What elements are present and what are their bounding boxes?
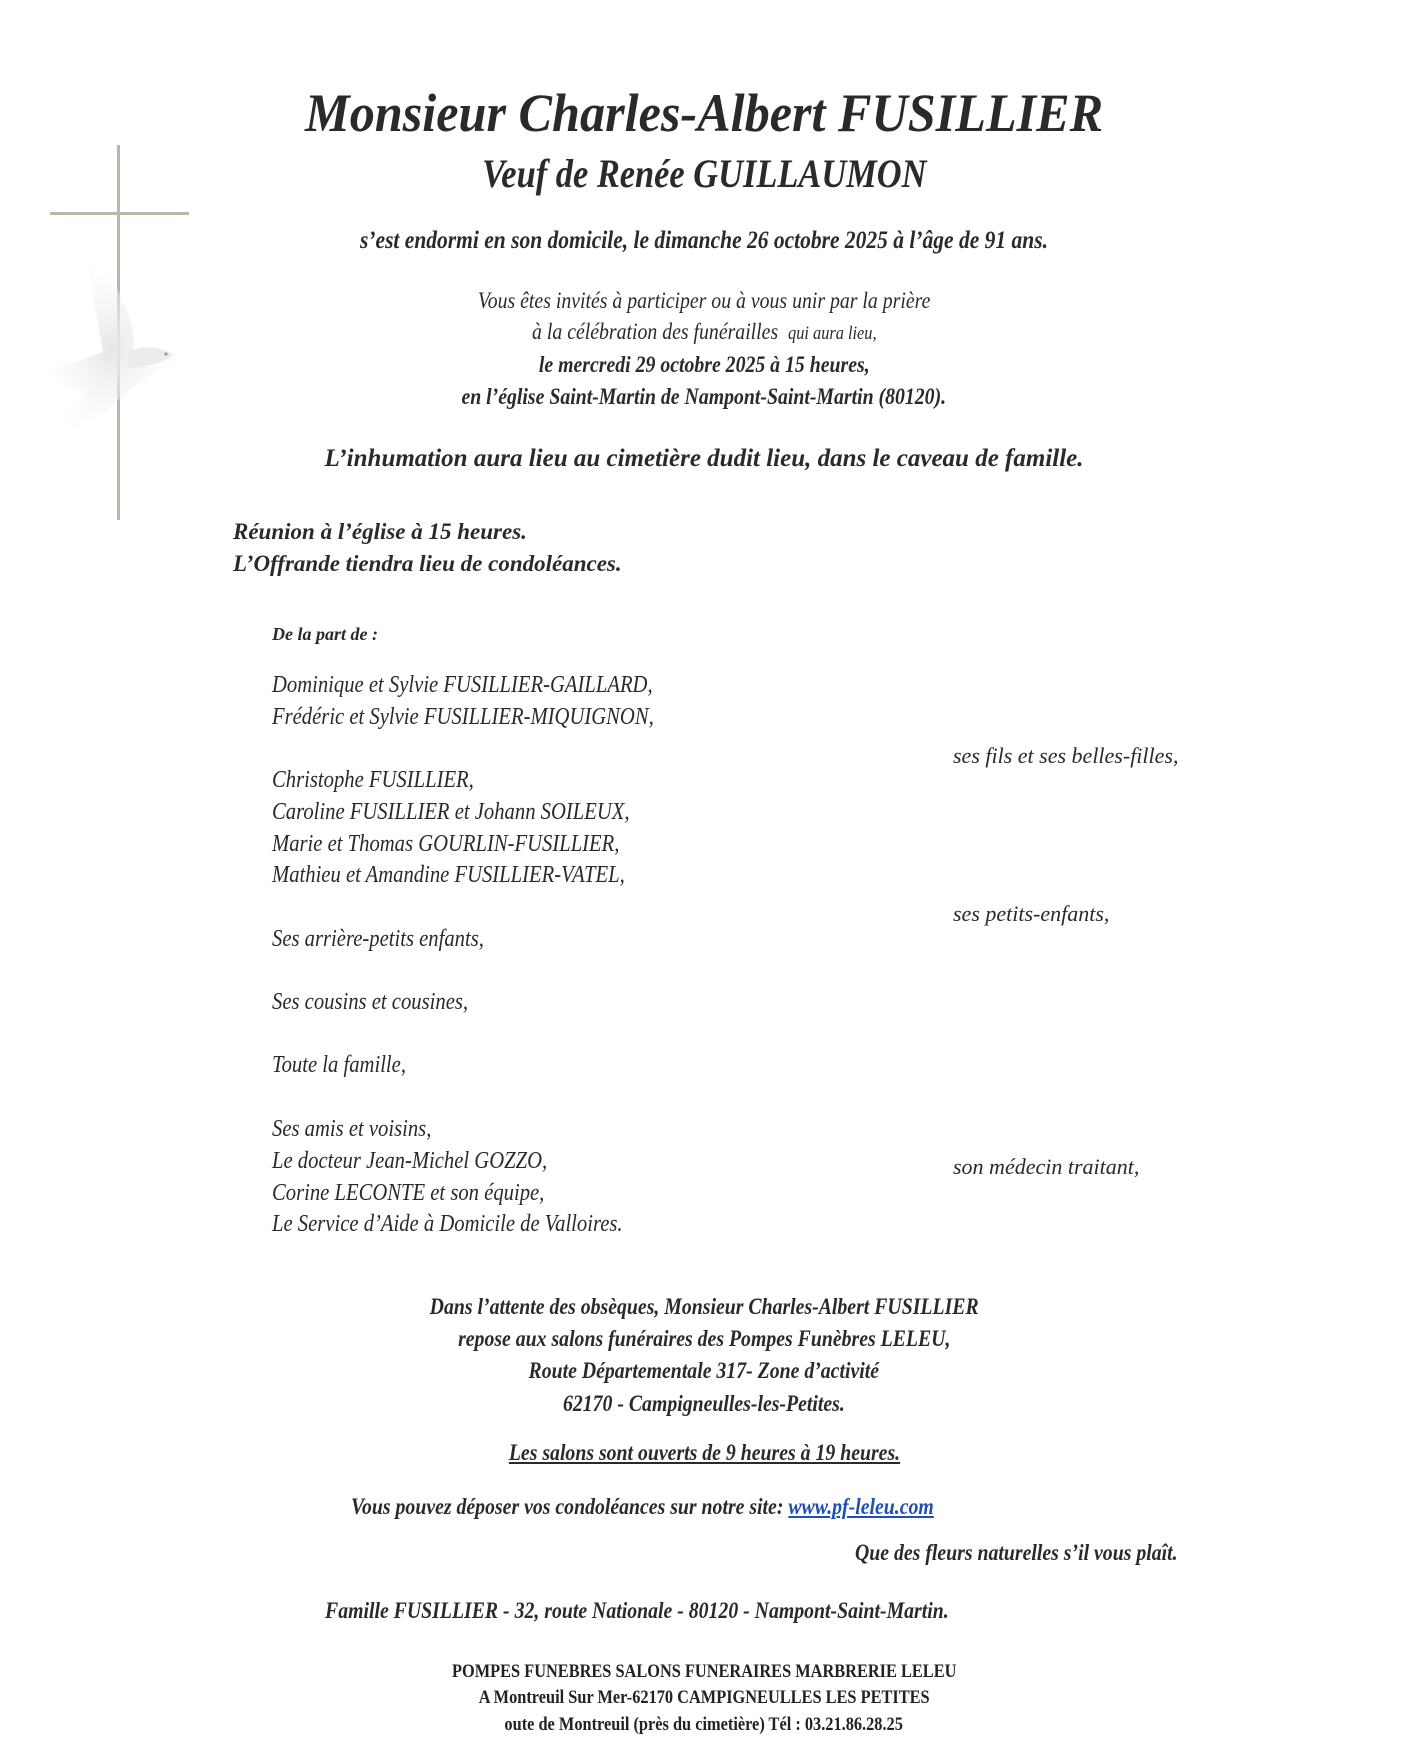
family-name: Toute la famille, xyxy=(272,1052,406,1078)
repose-line: repose aux salons funéraires des Pompes Funèbres LELEU, xyxy=(457,1326,951,1351)
family-name: Marie et Thomas GOURLIN-FUSILLIER, xyxy=(272,831,620,857)
family-name: Mathieu et Amandine FUSILLIER-VATEL, xyxy=(272,862,625,888)
family-name: Corine LECONTE et son équipe, xyxy=(272,1180,545,1206)
family-name: Ses arrière-petits enfants, xyxy=(272,926,484,952)
dove-icon xyxy=(28,240,198,450)
funeral-place: en l’église Saint-Martin de Nampont-Saint-Martin (80120). xyxy=(461,384,947,409)
inhumation-note: L’inhumation aura lieu au cimetière dudit lieu, dans le caveau de famille. xyxy=(324,445,1084,472)
flowers-note: Que des fleurs naturelles s’il vous plaît. xyxy=(855,1540,1178,1565)
repose-line: Dans l’attente des obsèques, Monsieur Charles-Albert FUSILLIER xyxy=(429,1294,979,1319)
family-name: Ses cousins et cousines, xyxy=(272,989,469,1015)
family-name: Le Service d’Aide à Domicile de Valloires. xyxy=(272,1211,623,1237)
salons-hours: Les salons sont ouverts de 9 heures à 19 heures. xyxy=(508,1440,900,1465)
family-name: Le docteur Jean-Michel GOZZO, xyxy=(272,1148,548,1174)
family-relation: son médecin traitant, xyxy=(953,1154,1140,1179)
reunion-note: Réunion à l’église à 15 heures. xyxy=(233,519,527,544)
family-relation: ses fils et ses belles-filles, xyxy=(953,743,1179,768)
funeral-home-name: POMPES FUNEBRES SALONS FUNERAIRES MARBRERIE LELEU xyxy=(451,1661,957,1682)
family-name: Caroline FUSILLIER et Johann SOILEUX, xyxy=(272,799,630,825)
family-name: Dominique et Sylvie FUSILLIER-GAILLARD, xyxy=(272,672,653,698)
repose-line: 62170 - Campigneulles-les-Petites. xyxy=(563,1391,845,1416)
funeral-date: le mercredi 29 octobre 2025 à 15 heures, xyxy=(538,352,870,377)
family-name: Frédéric et Sylvie FUSILLIER-MIQUIGNON, xyxy=(272,704,654,730)
family-relation: ses petits-enfants, xyxy=(953,901,1110,926)
website-link[interactable]: www.pf-leleu.com xyxy=(788,1494,934,1519)
invite-line: à la célébration des funérailles qui aura lieu, xyxy=(531,319,877,344)
offrande-note: L’Offrande tiendra lieu de condoléances. xyxy=(233,551,622,576)
funeral-home-address: A Montreuil Sur Mer-62170 CAMPIGNEULLES LES PETITES xyxy=(478,1687,930,1708)
family-address: Famille FUSILLIER - 32, route Nationale - 80120 - Nampont-Saint-Martin. xyxy=(325,1598,949,1623)
page-subtitle: Veuf de Renée GUILLAUMON xyxy=(481,151,927,196)
family-name: Ses amis et voisins, xyxy=(272,1116,432,1142)
cross-icon-crossbar xyxy=(50,212,189,215)
funeral-home-contact: oute de Montreuil (près du cimetière) Tél : 03.21.86.28.25 xyxy=(504,1714,904,1735)
condolences-note: Vous pouvez déposer vos condoléances sur notre site: www.pf-leleu.com xyxy=(351,1494,934,1519)
deceased-announcement: s’est endormi en son domicile, le dimanche 26 octobre 2025 à l’âge de 91 ans. xyxy=(360,227,1048,254)
family-heading: De la part de : xyxy=(272,624,378,644)
page-title: Monsieur Charles-Albert FUSILLIER xyxy=(304,83,1104,143)
family-name: Christophe FUSILLIER, xyxy=(272,767,474,793)
invite-line: Vous êtes invités à participer ou à vous unir par la prière xyxy=(477,288,931,313)
repose-line: Route Départementale 317- Zone d’activité xyxy=(528,1358,880,1383)
